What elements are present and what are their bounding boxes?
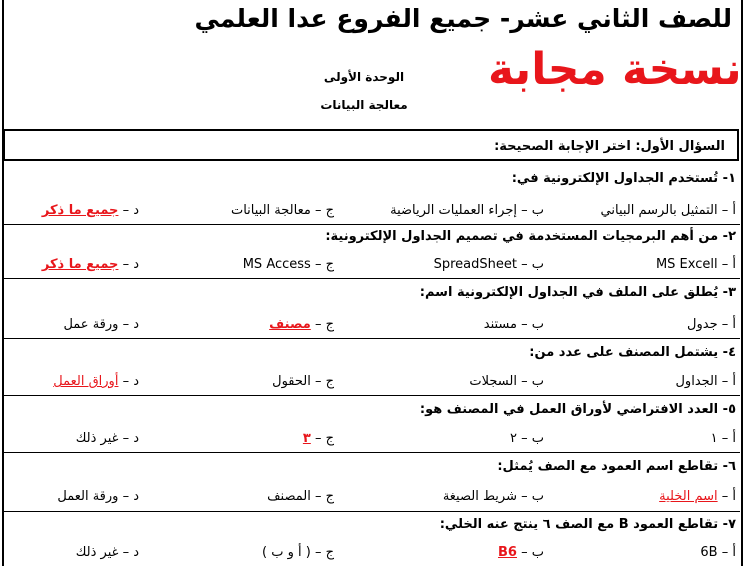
q2-option-d-correct: د – جميع ما ذكر [41, 257, 139, 272]
question-3: ٣- يُطلق على الملف في الجداول الإلكترونية اسم: [419, 285, 736, 300]
q3-option-d: د – ورقة عمل [63, 317, 139, 332]
q4-option-a: أ – الجداول [675, 374, 736, 389]
question-7: ٧- تقاطع العمود B مع الصف ٦ ينتج عنه الخلي: [439, 517, 736, 532]
separator [4, 278, 740, 279]
q4-option-b: ب – السجلات [469, 374, 544, 389]
q4-option-c: ج – الحقول [272, 374, 334, 389]
q2-option-b: ب – SpreadSheet [433, 257, 544, 272]
q7-option-b-correct: ب – B6 [498, 545, 544, 560]
section-title: السؤال الأول: اختر الإجابة الصحيحة: [494, 139, 725, 154]
q7-option-c: ج – ( أ و ب ) [262, 545, 334, 560]
q3-option-c-correct: ج – مصنف [269, 317, 334, 332]
separator [4, 338, 740, 339]
separator [4, 395, 740, 396]
q7-option-a: أ – 6B [700, 545, 736, 560]
q6-option-c: ج – المصنف [267, 489, 334, 504]
page-border-left [2, 0, 4, 566]
q6-option-b: ب – شريط الصيغة [442, 489, 544, 504]
q5-option-b: ب – ٢ [510, 431, 544, 446]
q6-option-d: د – ورقة العمل [57, 489, 139, 504]
topic-label: معالجة البيانات [320, 98, 408, 112]
section-box [3, 129, 739, 161]
q2-option-c: ج – MS Access [242, 257, 334, 272]
q5-option-a: أ – ١ [710, 431, 736, 446]
q7-option-d: د – غير ذلك [75, 545, 139, 560]
q2-option-a: أ – MS Excell [655, 257, 736, 272]
q5-option-c-correct: ج – ٣ [302, 431, 334, 446]
q3-option-a: أ – جدول [687, 317, 736, 332]
q1-option-b: ب – إجراء العمليات الرياضية [390, 203, 544, 218]
q6-option-a-correct: أ – اسم الخلية [659, 489, 736, 504]
question-6: ٦- تقاطع اسم العمود مع الصف يُمثل: [497, 459, 736, 474]
separator [4, 224, 740, 225]
question-2: ٢- من أهم البرمجيات المستخدمة في تصميم الجداول الإلكترونية: [325, 229, 736, 244]
q1-option-a: أ – التمثيل بالرسم البياني [600, 203, 736, 218]
q1-option-c: ج – معالجة البيانات [230, 203, 334, 218]
worksheet-title: للصف الثاني عشر- جميع الفروع عدا العلمي [194, 4, 732, 33]
q5-option-d: د – غير ذلك [75, 431, 139, 446]
unit-label: الوحدة الأولى [323, 70, 405, 84]
question-4: ٤- يشتمل المصنف على عدد من: [529, 345, 736, 360]
separator [4, 452, 740, 453]
q4-option-d-correct: د – أوراق العمل [53, 374, 139, 389]
question-5: ٥- العدد الافتراضي لأوراق العمل في المصنف هو: [419, 402, 736, 417]
question-1: ١- تُستخدم الجداول الإلكترونية في: [511, 171, 736, 186]
q3-option-b: ب – مستند [483, 317, 544, 332]
answered-copy-stamp: نسخة مجابة [488, 44, 742, 95]
separator [4, 511, 740, 512]
q1-option-d-correct: د – جميع ما ذكر [41, 203, 139, 218]
